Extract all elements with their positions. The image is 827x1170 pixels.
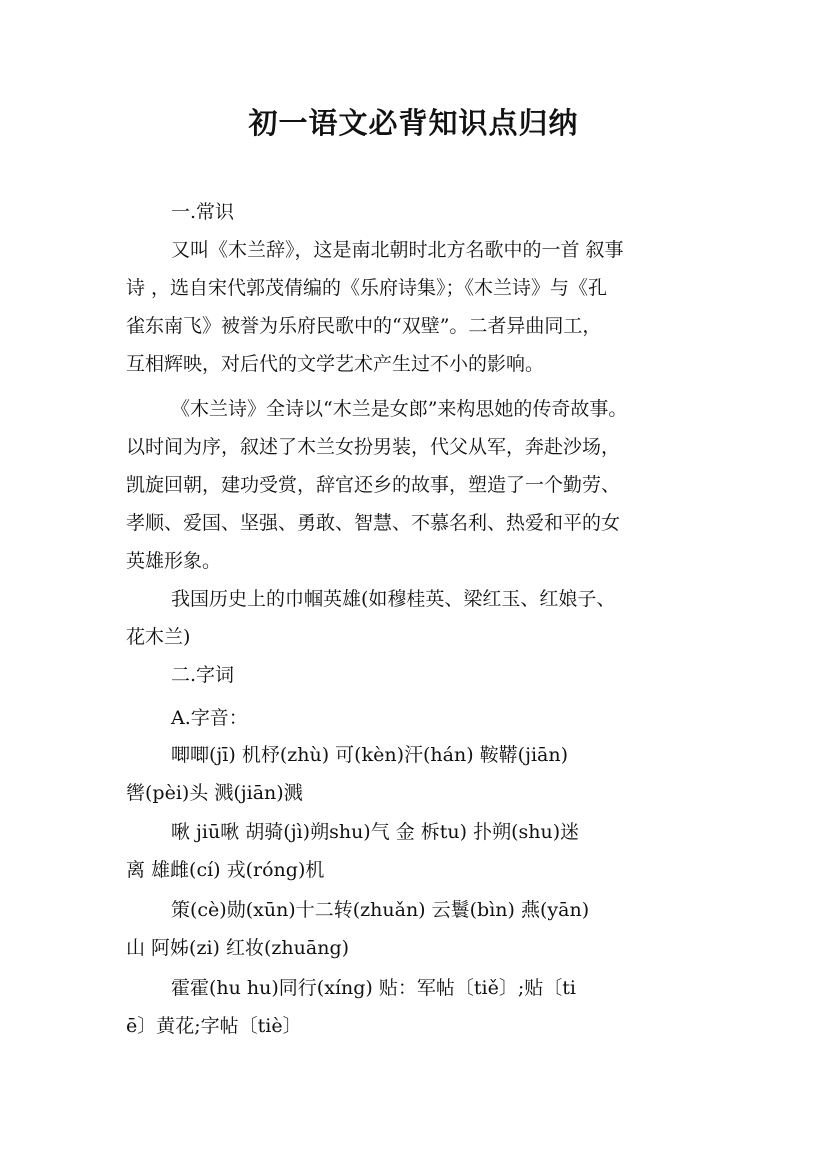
body-line: 花木兰) xyxy=(126,626,191,648)
body-line: 凯旋回朝，建功受赏，辞官还乡的故事，塑造了一个勤劳、 xyxy=(126,474,621,496)
body-line: 辔(pèi)头 溅(jiān)溅 xyxy=(126,782,303,804)
body-line: 孝顺、爱国、坚强、勇敢、智慧、不慕名利、热爱和平的女 xyxy=(126,512,621,534)
body-line: 我国历史上的巾帼英雄(如穆桂英、梁红玉、红娘子、 xyxy=(171,588,616,610)
body-line: 诗 ，选自宋代郭茂倩编的《乐府诗集》；《木兰诗》与《孔 xyxy=(126,277,608,299)
document-title: 初一语文必背知识点归纳 xyxy=(248,106,579,140)
body-line: 山 阿姊(zi) 红妆(zhuāng) xyxy=(126,937,350,959)
body-line: 策(cè)勋(xūn)十二转(zhuǎn) 云鬟(bìn) 燕(yān) xyxy=(171,899,590,921)
section-heading-common-knowledge: 一.常识 xyxy=(171,201,235,223)
body-line: 又叫《木兰辞》，这是南北朝时北方名歌中的一首 叙事 xyxy=(171,239,624,261)
body-line: 唧唧(jī) 机杼(zhù) 可(kèn)汗(hán) 鞍鞯(jiān) xyxy=(171,744,569,766)
section-heading-vocabulary: 二.字词 xyxy=(171,664,235,686)
body-line: 《木兰诗》全诗以“木兰是女郎”来构思她的传奇故事。 xyxy=(171,398,628,420)
body-line: ē〕黄花;字帖〔tiè〕 xyxy=(126,1015,302,1037)
body-line: 霍霍(hu hu)同行(xíng) 贴：军帖〔tiě〕;贴〔ti xyxy=(171,977,576,999)
body-line: 英雄形象。 xyxy=(126,550,222,572)
body-line: 离 雄雌(cí) 戎(róng)机 xyxy=(126,859,325,881)
body-line: 啾 jiū啾 胡骑(jì)朔shu)气 金 柝tu) 扑朔(shu)迷 xyxy=(171,821,580,843)
body-line: 雀东南飞》被誉为乐府民歌中的“双壁”。二者异曲同工， xyxy=(126,315,602,337)
subsection-heading-pronunciation: A.字音： xyxy=(171,707,248,729)
body-line: 互相辉映，对后代的文学艺术产生过不小的影响。 xyxy=(126,353,545,375)
body-line: 以时间为序，叙述了木兰女扮男装，代父从军，奔赴沙场， xyxy=(126,436,621,458)
